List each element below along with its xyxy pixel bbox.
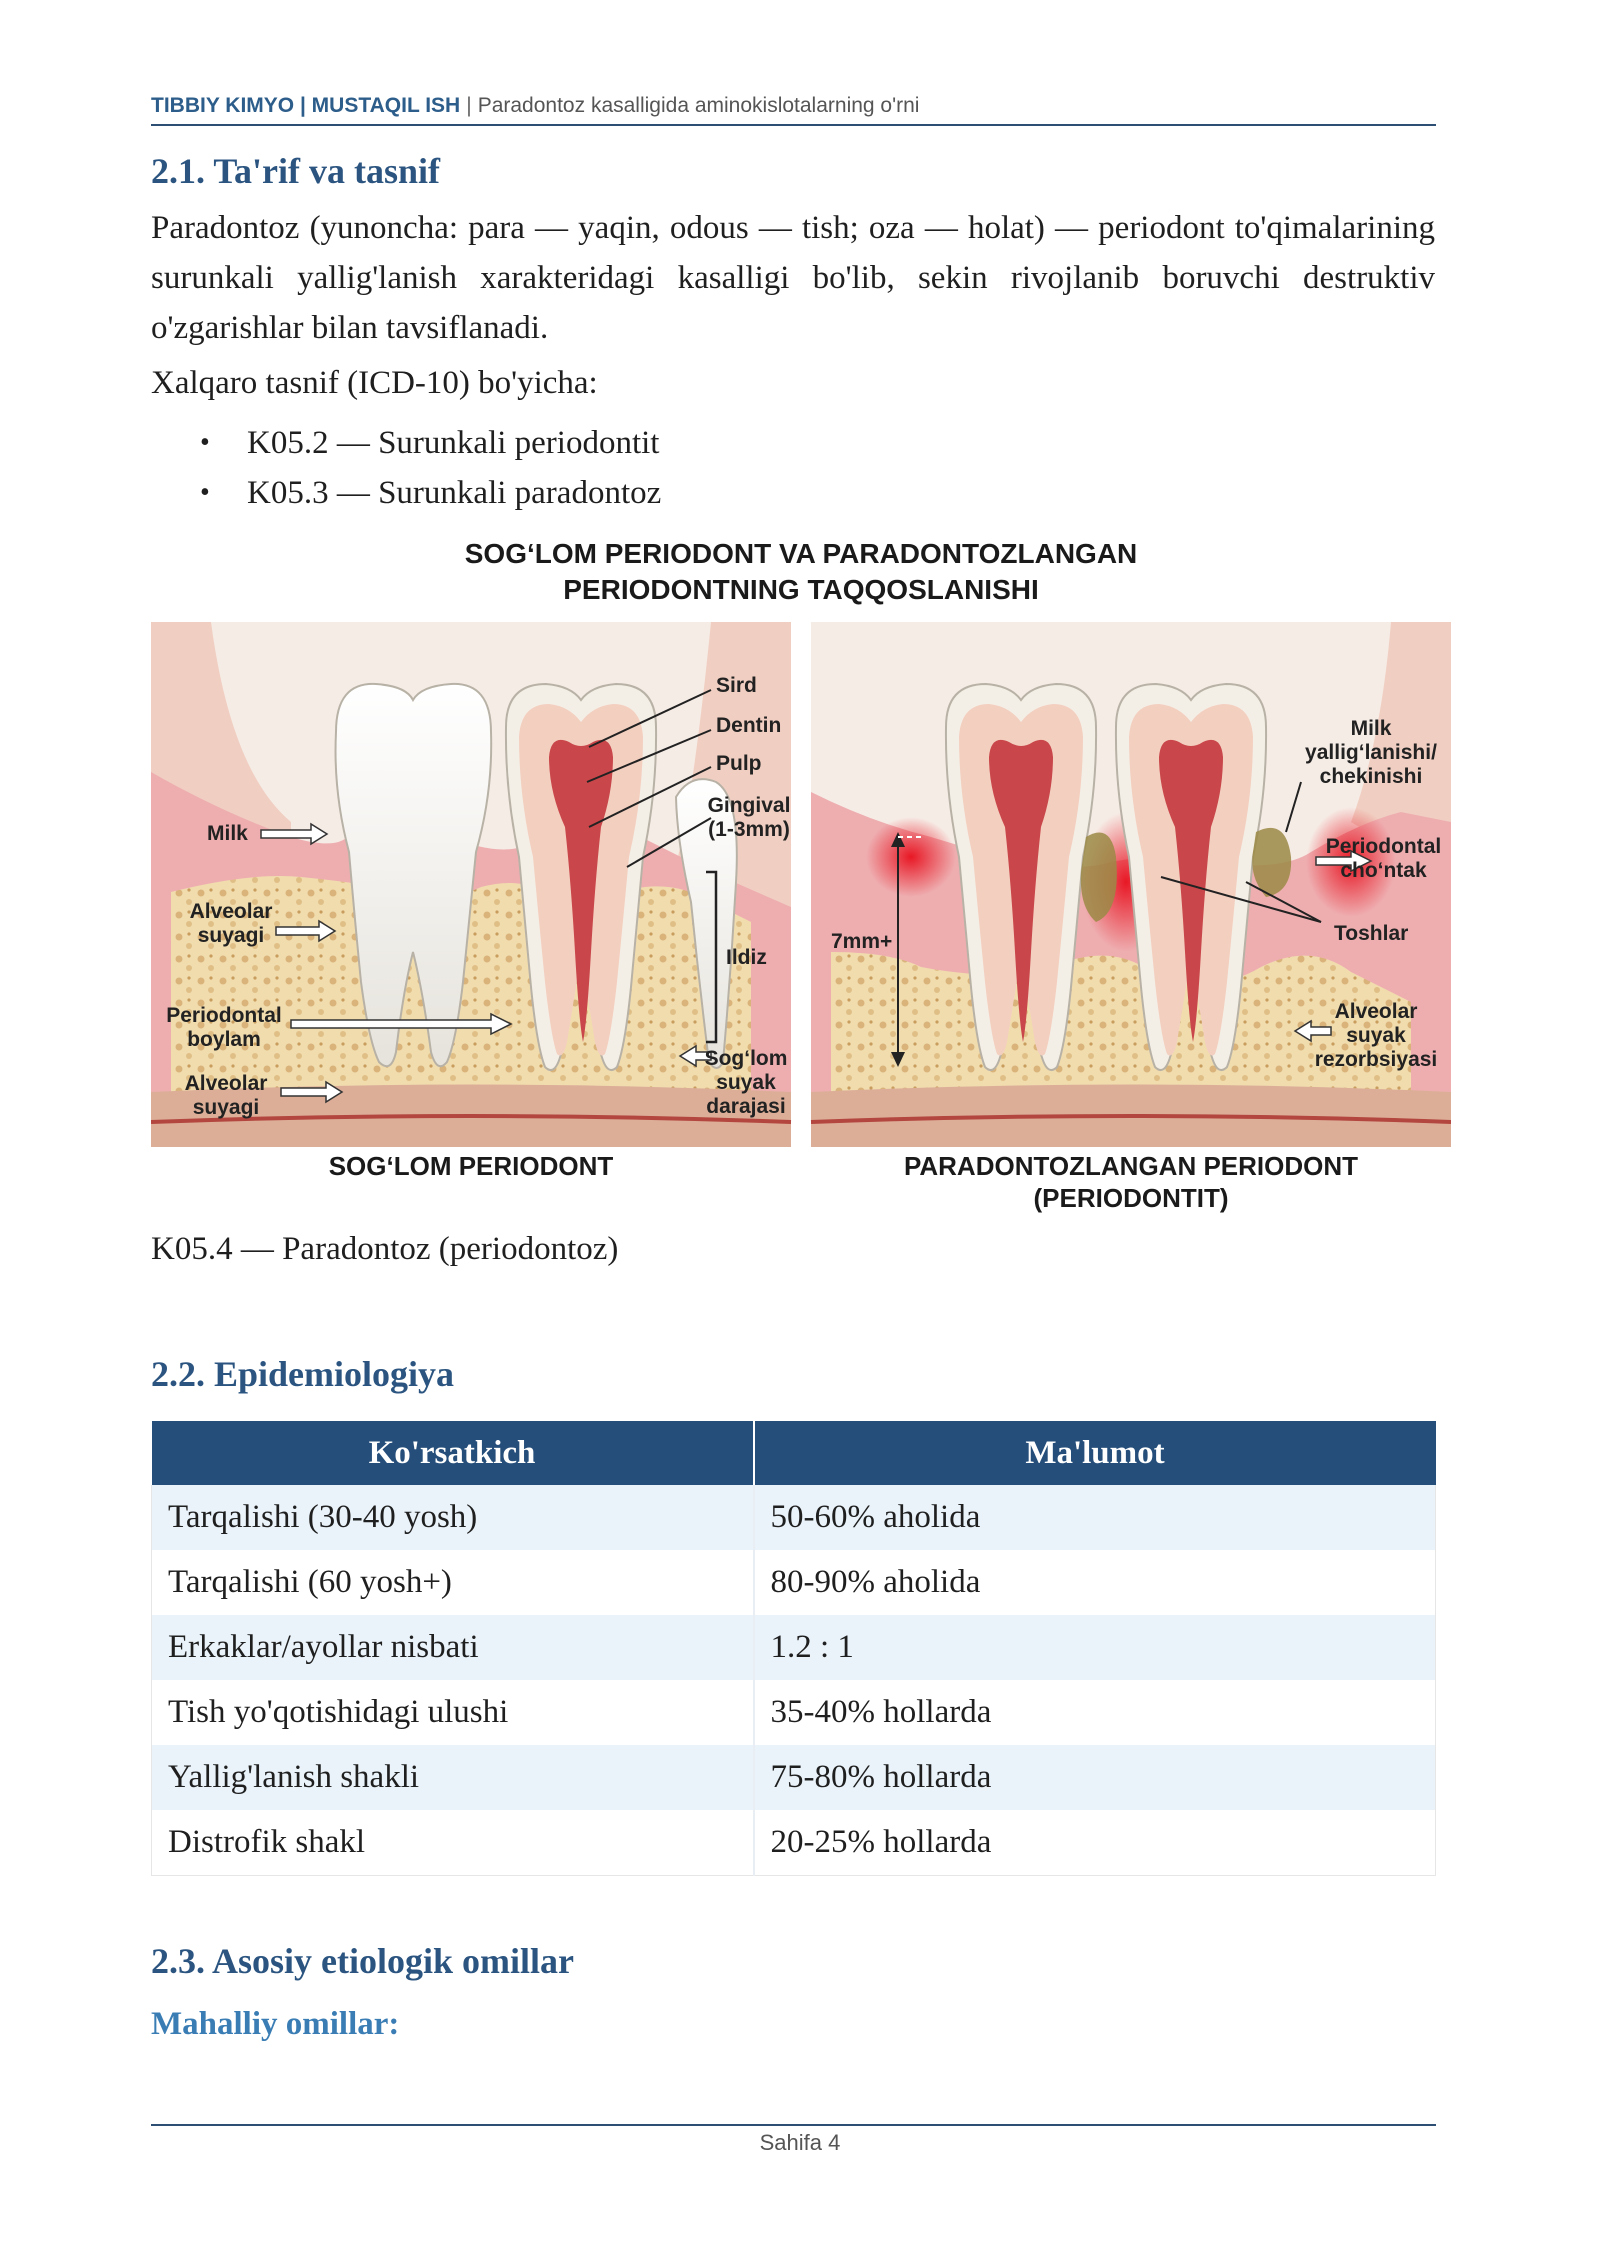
- classification-intro: Xalqaro tasnif (ICD-10) bo'yicha:: [151, 365, 598, 401]
- epidemiology-table: [151, 1421, 1436, 1876]
- subheading-local-factors: Mahalliy omillar:: [151, 2006, 400, 2042]
- cell-value: 20-25% hollarda: [754, 1810, 1436, 1875]
- label-gum-inflammation: Milk yallig‘lanishi/ chekinishi: [1305, 717, 1437, 788]
- caption-healthy-periodont: SOG‘LOM PERIODONT: [328, 1151, 614, 1181]
- classification-list: [200, 418, 661, 518]
- column-header-indicator: Ko'rsatkich: [152, 1421, 754, 1485]
- label-alveolar-bone-lower: Alveolar suyagi: [184, 1072, 268, 1119]
- table-row: [152, 1680, 1436, 1745]
- label-periodontal-ligament: Periodontal boylam: [166, 1004, 282, 1051]
- header-brand: TIBBIY KIMYO | MUSTAQIL ISH: [151, 94, 461, 117]
- section-heading-etiology: 2.3. Asosiy etiologik omillar: [151, 1941, 574, 1981]
- cell-value: 35-40% hollarda: [754, 1680, 1436, 1745]
- label-root: Ildiz: [726, 946, 767, 969]
- cell-value: 1.2 : 1: [754, 1615, 1436, 1680]
- label-gingival: Gingival (1-3mm): [707, 794, 791, 841]
- page-header: [151, 94, 1436, 126]
- cell-value: 50-60% aholida: [754, 1485, 1436, 1550]
- label-dentin: Dentin: [716, 714, 782, 737]
- cell-indicator: Tarqalishi (60 yosh+): [152, 1550, 754, 1615]
- table-row: [152, 1745, 1436, 1810]
- list-item: • K05.3 — Surunkali paradontoz: [200, 468, 661, 518]
- figure-title: [151, 536, 1451, 608]
- table-header-row: [152, 1421, 1436, 1485]
- table-row: [152, 1485, 1436, 1550]
- section-heading-definition: 2.1. Ta'rif va tasnif: [151, 151, 441, 191]
- periodontal-illustration: [151, 622, 1451, 1147]
- healthy-panel: [151, 622, 791, 1147]
- label-tartar: Toshlar: [1334, 922, 1409, 945]
- label-pulp: Pulp: [716, 752, 762, 775]
- cell-indicator: Erkaklar/ayollar nisbati: [152, 1615, 754, 1680]
- label-alveolar-bone: Alveolar suyagi: [189, 900, 273, 947]
- table-row: [152, 1615, 1436, 1680]
- footer-divider: [151, 2124, 1436, 2126]
- cell-indicator: Tish yo'qotishidagi ulushi: [152, 1680, 754, 1745]
- cell-indicator: Tarqalishi (30-40 yosh): [152, 1485, 754, 1550]
- classification-k05-4: K05.4 — Paradontoz (periodontoz): [151, 1231, 619, 1267]
- label-pocket-depth: 7mm+: [831, 930, 893, 953]
- cell-value: 80-90% aholida: [754, 1550, 1436, 1615]
- label-bone-resorption: Alveolar suyak rezorbsiyasi: [1314, 1000, 1438, 1071]
- cell-value: 75-80% hollarda: [754, 1745, 1436, 1810]
- label-gum: Milk: [207, 822, 248, 845]
- label-healthy-bone-level: Sog‘lom suyak darajasi: [704, 1047, 788, 1118]
- cell-indicator: Yallig'lanish shakli: [152, 1745, 754, 1810]
- cell-indicator: Distrofik shakl: [152, 1810, 754, 1875]
- list-item: • K05.2 — Surunkali periodontit: [200, 418, 661, 468]
- table-row: [152, 1810, 1436, 1875]
- header-subtitle: Paradontoz kasalligida aminokislotalarning o'rni: [477, 94, 920, 117]
- label-enamel: Sird: [716, 674, 757, 697]
- header-separator: |: [466, 94, 472, 117]
- label-periodontal-pocket: Periodontal cho‘ntak: [1325, 835, 1442, 882]
- figure-title-line-1: SOG‘LOM PERIODONT VA PARADONTOZLANGAN: [464, 538, 1138, 569]
- section-heading-epidemiology: 2.2. Epidemiologiya: [151, 1354, 455, 1394]
- table-row: [152, 1550, 1436, 1615]
- figure-title-line-2: PERIODONTNING TAQQOSLANISHI: [563, 574, 1039, 605]
- caption-diseased-periodont: PARADONTOZLANGAN PERIODONT (PERIODONTIT): [903, 1151, 1359, 1213]
- column-header-value: Ma'lumot: [754, 1421, 1436, 1485]
- definition-paragraph: Paradontoz (yunoncha: para — yaqin, odous — tish; oza — holat) — periodont to'qimalarining surunkali yallig'lanish xarakteridagi kasalligi bo'lib, sekin rivojlanib boruvchi destruktiv o'zgarishlar bilan tavsiflanadi.: [151, 210, 1435, 346]
- page-number: Sahifa 4: [759, 2130, 841, 2155]
- periodontal-comparison-figure: [151, 622, 1451, 1181]
